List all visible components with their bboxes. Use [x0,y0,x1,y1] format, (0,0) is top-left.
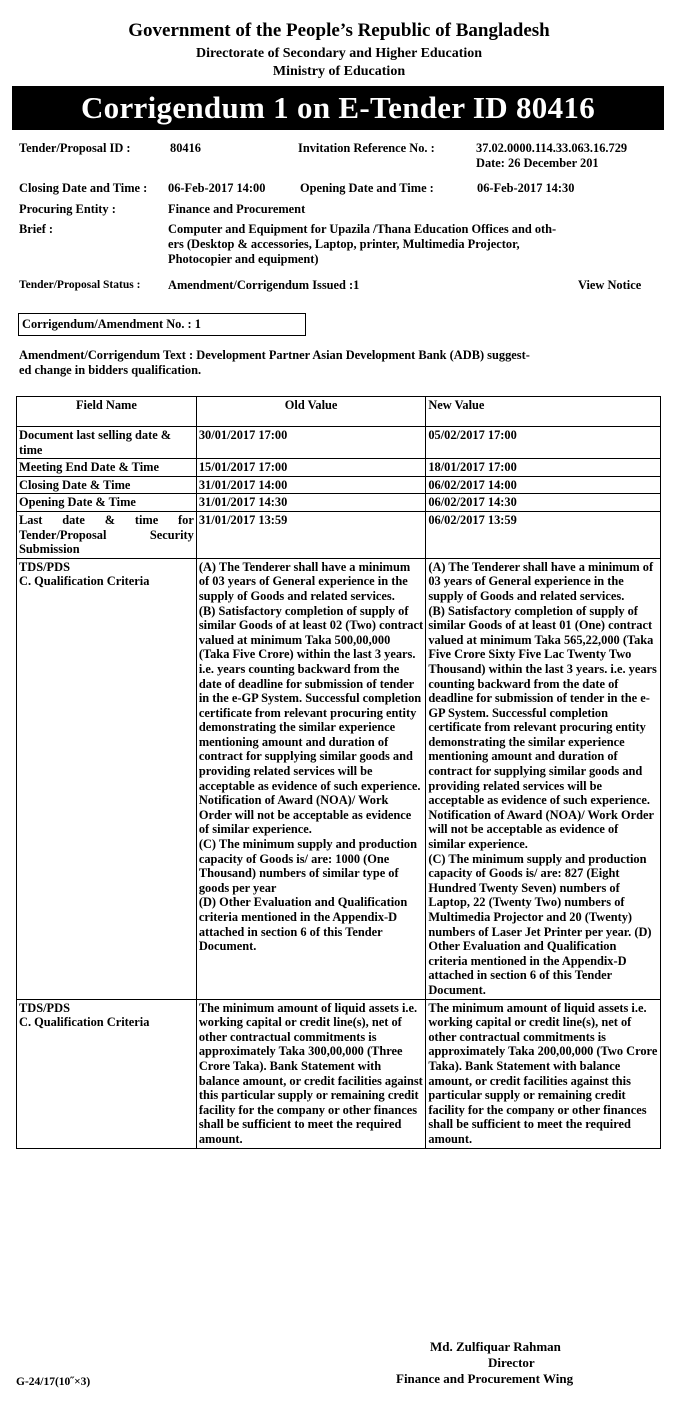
field-cell: TDS/PDS C. Qualification Criteria [17,999,197,1148]
old-value-cell: (A) The Tenderer shall have a minimum of 03 years of General experience in the supply of Goods and related services. (B) Satisfactory completion of supply of similar Goods of at least 02 (Two) contract valued at minimum Taka 500,00,000 (Taka Five Crore) within the last 3 years. i.e. years counting backward from the date of deadline for submission of tender in the e-GP System. Successful completion certificate from relevant procuring entity demonstrating the similar experience mentioning amount and duration of contract for supplying similar goods and providing related services will be acceptable as evidence of such experience. Notification of Award (NOA)/ Work Order will not be acceptable as evidence of similar experience. (C) The minimum supply and production capacity of Goods is/ are: 1000 (One Thousand) numbers of similar type of goods per year (D) Other Evaluation and Qualification criteria mentioned in the Appendix-D attached in section 6 of this Tender Document. [196,558,425,999]
field-cell: Meeting End Date & Time [17,459,197,477]
signatory-wing: Finance and Procurement Wing [396,1371,574,1386]
closing-value: 06-Feb-2017 14:00 [168,181,266,195]
invitation-date: Date: 26 December 201 [476,156,599,170]
field-cell: Opening Date & Time [17,494,197,512]
header-new-value: New Value [426,397,661,427]
new-value-cell: 06/02/2017 13:59 [426,511,661,558]
old-value-cell: 31/01/2017 13:59 [196,511,425,558]
new-value-cell: (A) The Tenderer shall have a minimum of 03 years of General experience in the supply of Goods and related services. (B) Satisfactory completion of supply of similar Goods of at least 01 (One) contract valued at minimum Taka 565,22,000 (Taka Five Crore Sixty Five Lac Twenty Two Thousand) within the last 3 years. i.e. years counting backward from the date of deadline for submission of tender in the e-GP System. Successful completion certificate from relevant procuring entity demonstrating the similar experience mentioning amount and duration of contract for supplying similar goods and providing related services will be acceptable as evidence of such experience. Notification of Award (NOA)/ Work Order will not be acceptable as evidence of similar experience. (C) The minimum supply and production capacity of Goods is/ are: 827 (Eight Hundred Twenty Seven) numbers of Laptop, 22 (Twenty Two) numbers of Multimedia Projector and 20 (Twenty) numbers of Laser Jet Printer per year. (D) Other Evaluation and Qualification criteria mentioned in the Appendix-D attached in section 6 of this Tender Document. [426,558,661,999]
footer-code: G-24/17(10˝×3) [16,1376,91,1388]
new-value-cell: The minimum amount of liquid assets i.e. working capital or credit line(s), net of other contractual commitments is approximately Taka 200,00,000 (Two Crore Taka). Bank Statement with balance amount, or credit facilities against this particular supply or remaining credit facility for the company or other finances shall be sufficient to meet the required amount. [426,999,661,1148]
entity-value: Finance and Procurement [168,202,306,216]
table-row [17,427,661,459]
tender-id-value: 80416 [170,141,201,155]
field-cell: Closing Date & Time [17,476,197,494]
ministry-heading: Ministry of Education [272,64,406,79]
signatory-name: Md. Zulfiquar Rahman [430,1339,561,1354]
tender-id-label: Tender/Proposal ID : [19,141,131,155]
closing-label: Closing Date and Time : [19,181,148,195]
table-row [17,558,661,999]
table-row [17,494,661,512]
table-row [17,476,661,494]
amendment-number-box: Corrigendum/Amendment No. : 1 [18,313,306,336]
old-value-cell: 31/01/2017 14:30 [196,494,425,512]
brief-label: Brief : [19,222,54,236]
field-cell: TDS/PDS C. Qualification Criteria [17,558,197,999]
view-notice-link[interactable]: View Notice [578,278,642,292]
amendment-table [16,396,661,1149]
brief-line-3: Photocopier and equipment) [168,252,319,266]
invitation-label: Invitation Reference No. : [298,141,435,155]
status-label: Tender/Proposal Status : [19,279,141,291]
new-value-cell: 18/01/2017 17:00 [426,459,661,477]
new-value-cell: 06/02/2017 14:30 [426,494,661,512]
invitation-value: 37.02.0000.114.33.063.16.729 [476,141,628,155]
new-value-cell: 05/02/2017 17:00 [426,427,661,459]
field-cell: Document last selling date & time [17,427,197,459]
notice-title: Corrigendum 1 on E-Tender ID 80416 [12,86,664,130]
old-value-cell: 30/01/2017 17:00 [196,427,425,459]
opening-value: 06-Feb-2017 14:30 [477,181,575,195]
table-row [17,511,661,558]
brief-line-1: Computer and Equipment for Upazila /Thana Education Offices and oth- [168,222,557,236]
amendment-text-line-2: ed change in bidders qualification. [19,363,202,377]
header-old-value: Old Value [196,397,425,427]
status-value: Amendment/Corrigendum Issued :1 [168,278,360,292]
table-row [17,459,661,477]
old-value-cell: The minimum amount of liquid assets i.e. working capital or credit line(s), net of other contractual commitments is approximately Taka 300,00,000 (Three Crore Taka). Bank Statement with balance amount, or credit facilities against this particular supply or remaining credit facility for the company or other finances shall be sufficient to meet the required amount. [196,999,425,1148]
field-cell: Last date & time for Tender/Proposal Security Submission [17,511,197,558]
opening-label: Opening Date and Time : [300,181,434,195]
header-field-name: Field Name [17,397,197,427]
table-row [17,999,661,1148]
government-heading: Government of the People’s Republic of Bangladesh [128,20,550,41]
signatory-designation: Director [488,1355,535,1370]
amendment-text-line-1: Amendment/Corrigendum Text : Development Partner Asian Development Bank (ADB) suggest- [19,348,530,362]
new-value-cell: 06/02/2017 14:00 [426,476,661,494]
table-header-row [17,397,661,427]
entity-label: Procuring Entity : [19,202,116,216]
brief-line-2: ers (Desktop & accessories, Laptop, printer, Multimedia Projector, [168,237,520,251]
old-value-cell: 15/01/2017 17:00 [196,459,425,477]
old-value-cell: 31/01/2017 14:00 [196,476,425,494]
directorate-heading: Directorate of Secondary and Higher Education [195,46,483,61]
